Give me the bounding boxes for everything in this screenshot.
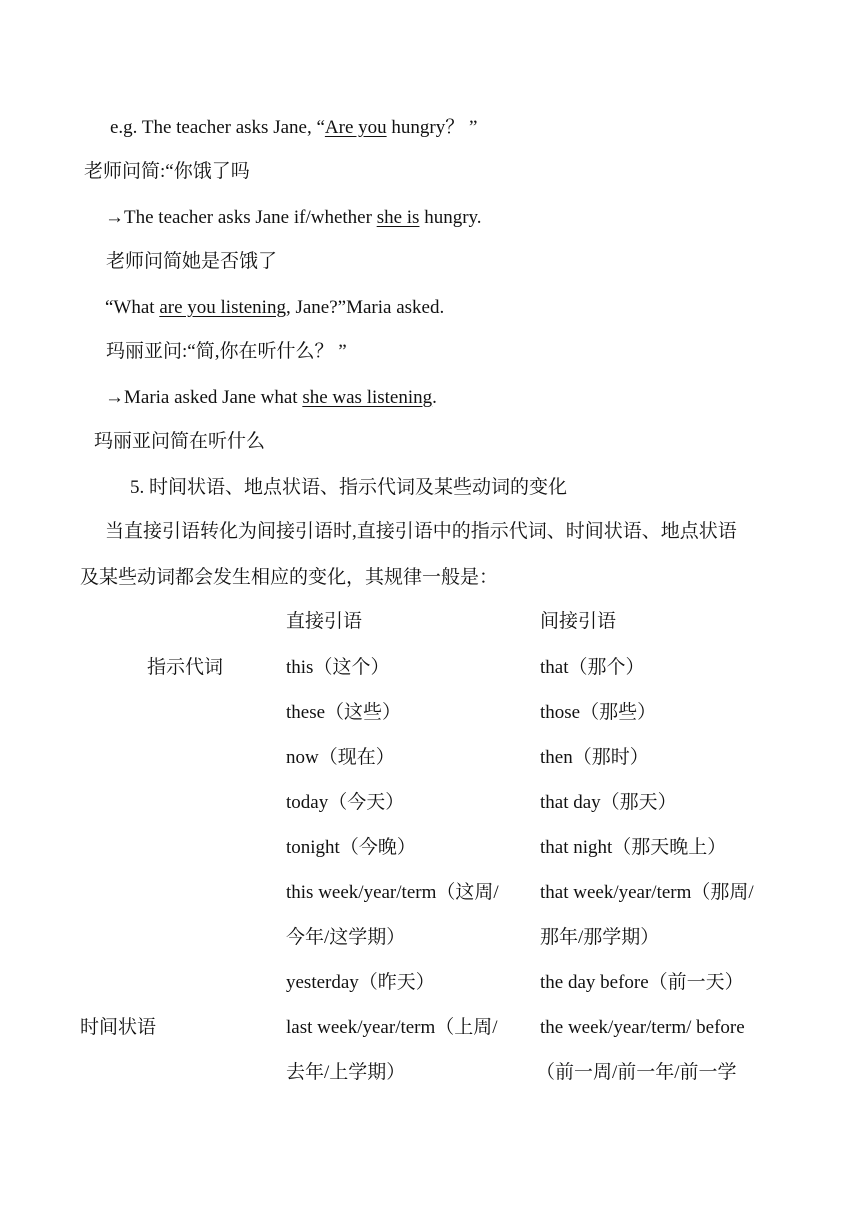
example-eg <box>110 118 477 137</box>
indirect-cell: the week/year/term/ before <box>540 1017 745 1038</box>
indirect-cell: 那年/那学期） <box>540 927 660 948</box>
arrow1-prefix: →The teacher asks Jane if/whether <box>105 207 377 228</box>
table-category-demonstrative: 指示代词 <box>147 657 224 678</box>
direct-cell: these（这些） <box>286 702 402 723</box>
indirect-cell: that（那个） <box>540 657 645 678</box>
table-category-time: 时间状语 <box>80 1017 157 1038</box>
indirect-cell: the day before（前一天） <box>540 972 744 993</box>
q2-underlined: are you listening <box>159 297 286 318</box>
direct-cell: yesterday（昨天） <box>286 972 435 993</box>
example-cn3: 玛丽亚问:“简,你在听什么？ ” <box>106 341 347 362</box>
example-cn2: 老师问简她是否饿了 <box>106 251 278 272</box>
eg-suffix: hungry？ ” <box>386 117 478 138</box>
direct-cell: 今年/这学期） <box>286 927 406 948</box>
arrow2-underlined: she was listening <box>302 387 433 408</box>
indirect-cell: those（那些） <box>540 702 657 723</box>
example-arrow2 <box>105 388 437 407</box>
section-paragraph-line2: 及某些动词都会发生相应的变化，其规律一般是： <box>80 567 499 588</box>
example-arrow1 <box>105 208 482 227</box>
indirect-cell: that day（那天） <box>540 792 677 813</box>
indirect-cell: then（那时） <box>540 747 649 768</box>
indirect-cell: （前一周/前一年/前一学 <box>536 1062 737 1083</box>
arrow1-suffix: hungry. <box>419 207 482 228</box>
direct-cell: tonight（今晚） <box>286 837 416 858</box>
indirect-cell: that week/year/term（那周/ <box>540 882 754 903</box>
indirect-cell: that night（那天晚上） <box>540 837 727 858</box>
section-paragraph-line1: 当直接引语转化为间接引语时,直接引语中的指示代词、时间状语、地点状语 <box>105 521 737 542</box>
direct-cell: 去年/上学期） <box>286 1062 406 1083</box>
example-q2 <box>105 298 444 317</box>
arrow1-underlined: she is <box>376 207 420 228</box>
table-header-direct: 直接引语 <box>286 611 363 632</box>
table-header-indirect: 间接引语 <box>540 611 617 632</box>
direct-cell: now（现在） <box>286 747 395 768</box>
example-cn1: 老师问简:“你饿了吗 <box>84 161 250 182</box>
section-heading: 5. 时间状语、地点状语、指示代词及某些动词的变化 <box>130 477 568 498</box>
example-cn4: 玛丽亚问简在听什么 <box>94 431 266 452</box>
direct-cell: this（这个） <box>286 657 390 678</box>
eg-underlined: Are you <box>324 117 387 138</box>
q2-suffix: , Jane?”Maria asked. <box>285 297 445 318</box>
arrow2-suffix: . <box>432 387 437 408</box>
arrow2-prefix: →Maria asked Jane what <box>105 387 303 408</box>
direct-cell: this week/year/term（这周/ <box>286 882 499 903</box>
eg-prefix: e.g. The teacher asks Jane, “ <box>110 117 325 138</box>
direct-cell: today（今天） <box>286 792 405 813</box>
direct-cell: last week/year/term（上周/ <box>286 1017 498 1038</box>
q2-prefix: “What <box>105 297 160 318</box>
